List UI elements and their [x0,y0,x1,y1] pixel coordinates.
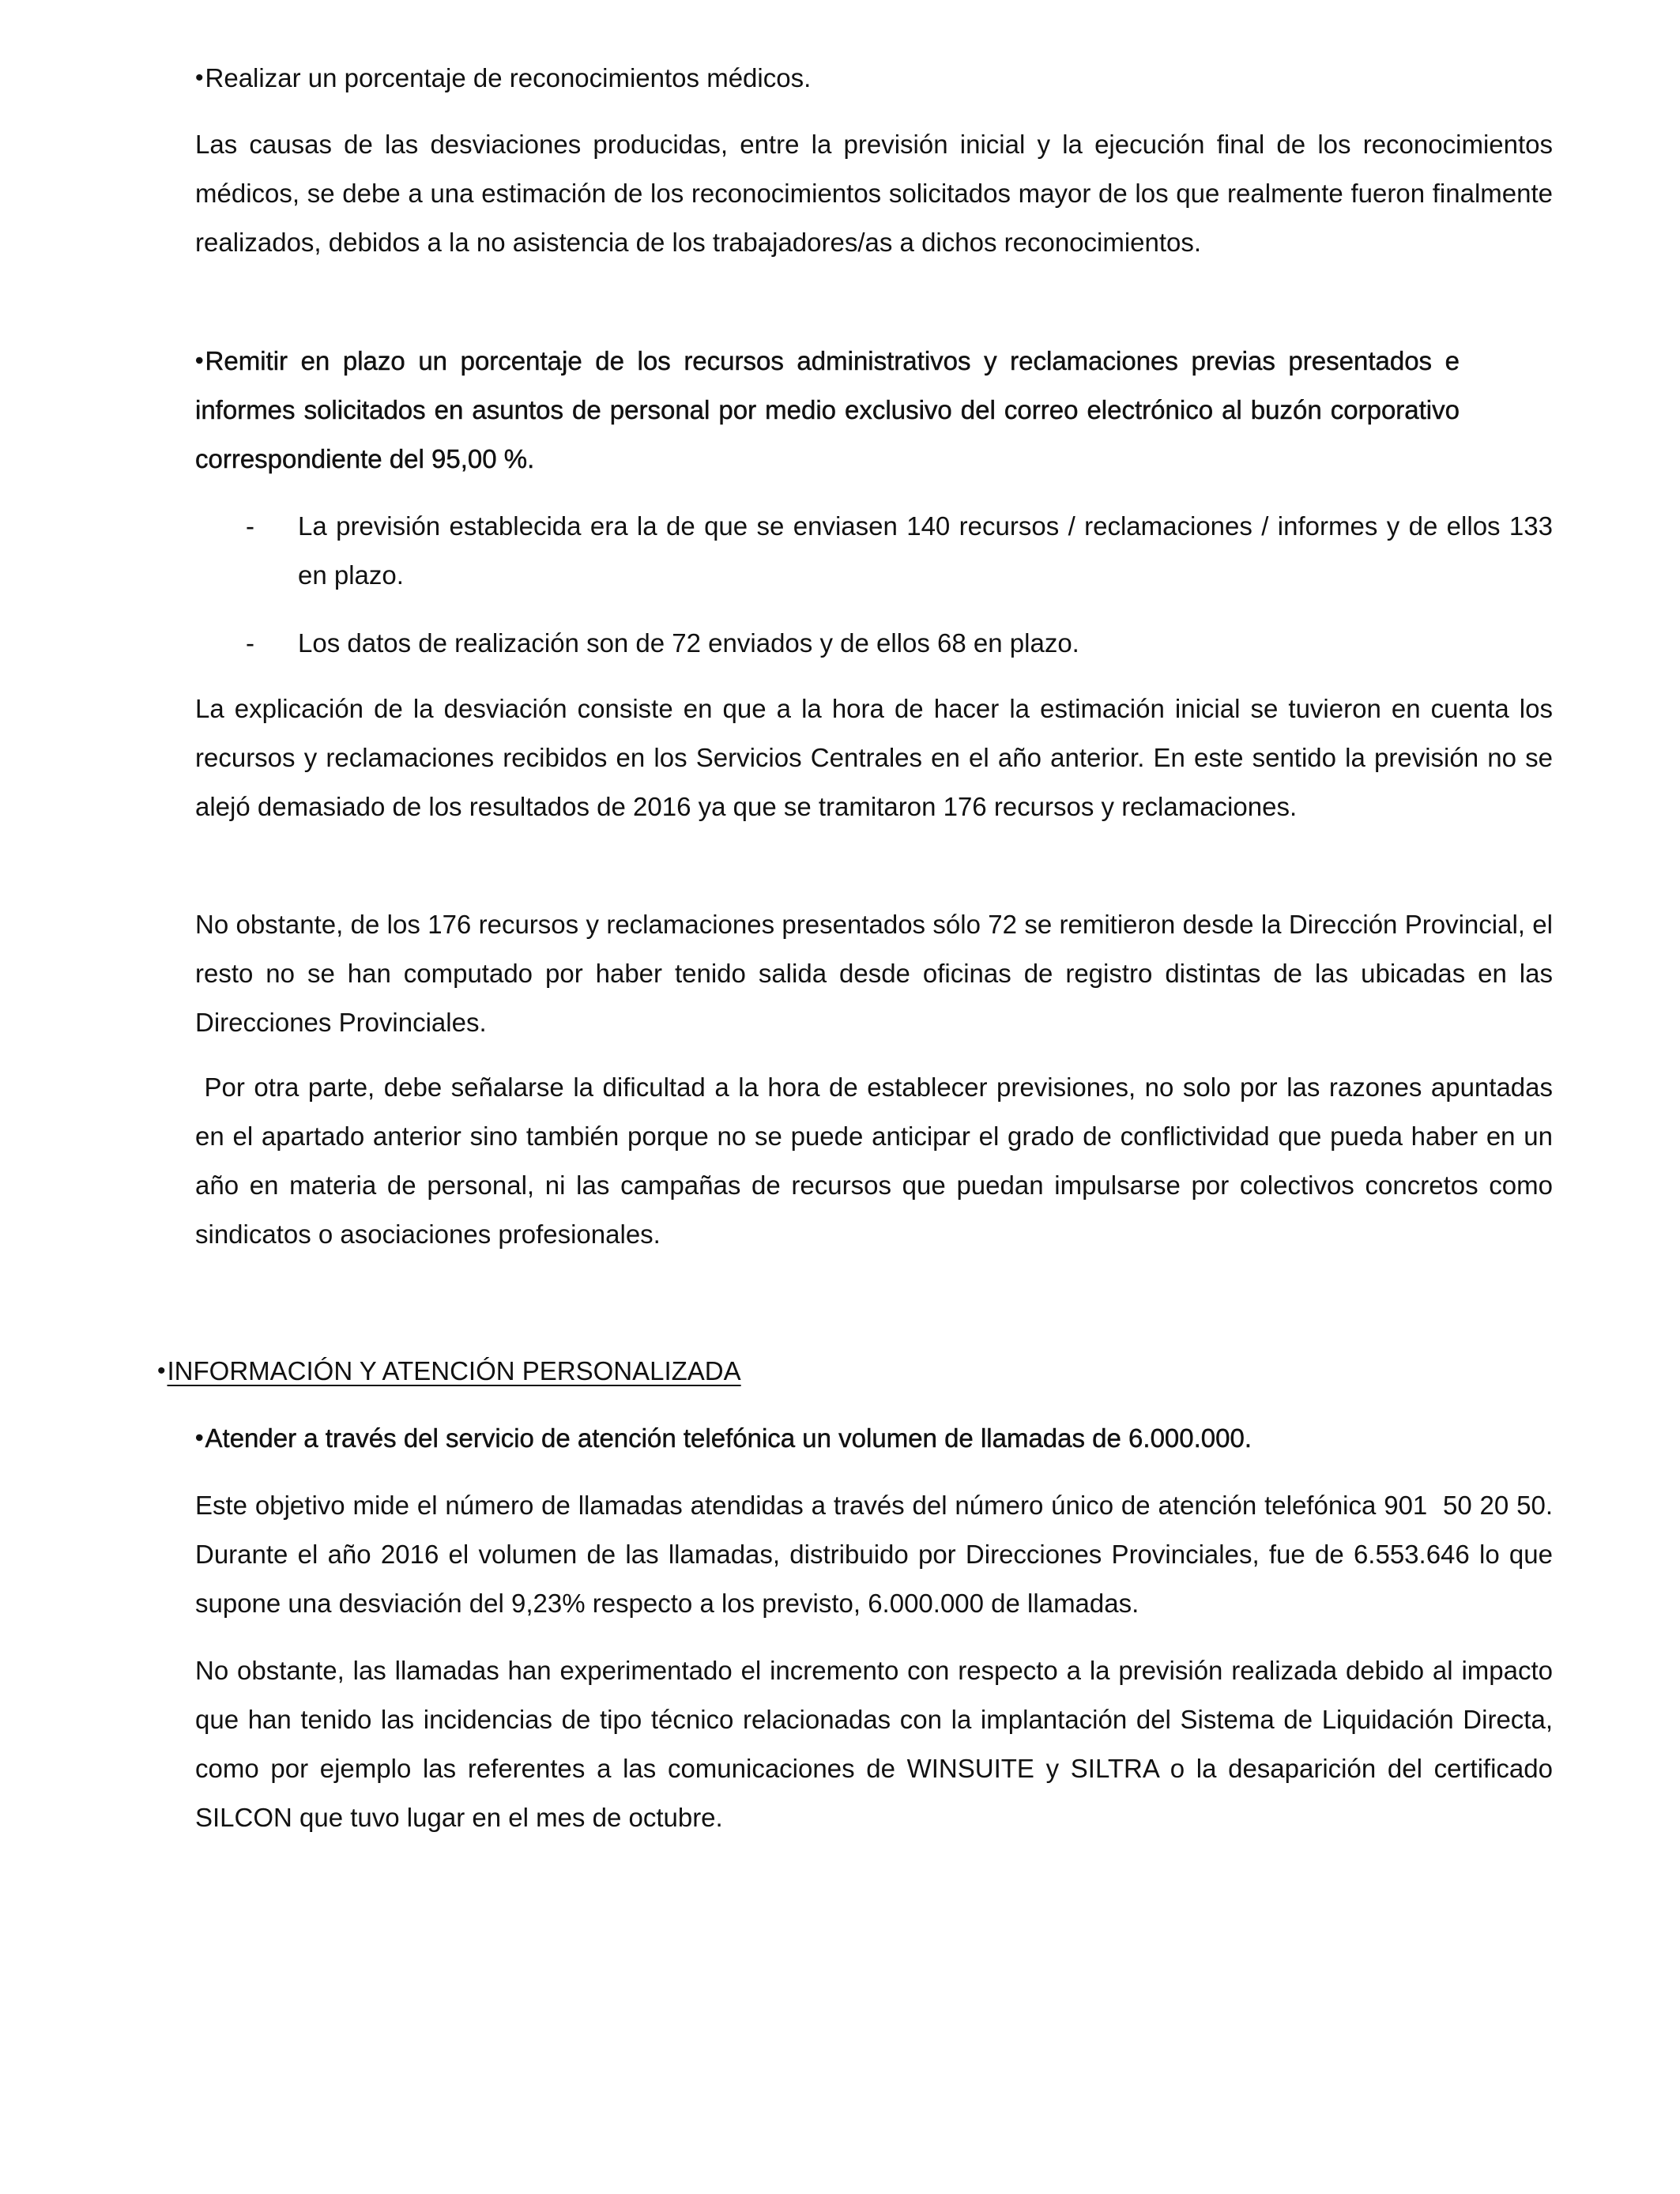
objective-3-paragraph-1: Este objetivo mide el número de llamadas atendidas a través del número único de atención telefónica 901 50 20 50. Durante el año 2016 el volumen de las llamadas, distribuido por Direcciones Provinciales, fue de 6.553.646 lo que supone una desviación del 9,23% respecto a los previsto, 6.000.000 de llamadas. [195,1491,1561,1618]
bullet-icon: • [195,348,204,374]
objective-2-paragraph-3: Por otra parte, debe señalarse la dificultad a la hora de establecer previsiones, no solo por las razones apuntadas en el apartado anterior sino también porque no se puede anticipar el grado de conflictividad que pueda haber en un año en materia de personal, ni las campañas de recursos que puedan impulsarse por colectivos concretos como sindicatos o asociaciones profesionales. [195,1072,1561,1249]
objective-3-heading [195,1414,1553,1463]
objective-3-paragraph-2: No obstante, las llamadas han experimentado el incremento con respecto a la previsión realizada debido al impacto que han tenido las incidencias de tipo técnico relacionadas con la implantación del Sistema de Liquidación Directa, como por ejemplo las referentes a las comunicaciones de WINSUITE y SILTRA o la desaparición del certificado SILCON que tuvo lugar en el mes de octubre. [195,1656,1553,1832]
objective-2-paragraph-1: La explicación de la desviación consiste en que a la hora de hacer la estimación inicial se tuvieron en cuenta los recursos y reclamaciones recibidos en los Servicios Centrales en el año anterior. En este sentido la previsión no se alejó demasiado de los resultados de 2016 ya que se tramitaron 176 recursos y reclamaciones. [195,694,1553,821]
section-title [157,1347,741,1396]
objective-2-heading [195,337,1460,484]
list-item-text: Los datos de realización son de 72 enviados y de ellos 68 en plazo. [298,628,1079,658]
dash-marker: - [246,628,254,658]
objective-1-heading-text: Realizar un porcentaje de reconocimientos médicos. [205,63,812,92]
list-item-text: La previsión establecida era la de que se enviasen 140 recursos / reclamaciones / informes y de ellos 133 en plazo. [298,511,1553,590]
bullet-icon: • [195,1425,204,1451]
objective-1-paragraph: Las causas de las desviaciones producidas, entre la previsión inicial y la ejecución final de los reconocimientos médicos, se debe a una estimación de los reconocimientos solicitados mayor de los que realmente fueron finalmente realizados, debidos a la no asistencia de los trabajadores/as a dichos reconocimientos. [195,130,1553,257]
objective-2-heading-text: Remitir en plazo un porcentaje de los recursos administrativos y reclamaciones previas presentados e informes solicitados en asuntos de personal por medio exclusivo del correo electrónico al buzón corporativo correspondiente del 95,00 %. [195,346,1460,473]
dash-marker: - [246,511,254,541]
bullet-icon: • [157,1358,166,1384]
objective-3-heading-text: Atender a través del servicio de atención telefónica un volumen de llamadas de 6.000.000. [205,1423,1252,1453]
list-item [195,502,1553,600]
list-item [195,619,1553,668]
section-title-text: INFORMACIÓN Y ATENCIÓN PERSONALIZADA [167,1356,741,1385]
objective-2-paragraph-2: No obstante, de los 176 recursos y reclamaciones presentados sólo 72 se remitieron desde la Dirección Provincial, el resto no se han computado por haber tenido salida desde oficinas de registro distintas de las ubicadas en las Direcciones Provinciales. [195,910,1553,1037]
bullet-icon: • [195,65,204,91]
objective-1-heading [195,54,1553,103]
